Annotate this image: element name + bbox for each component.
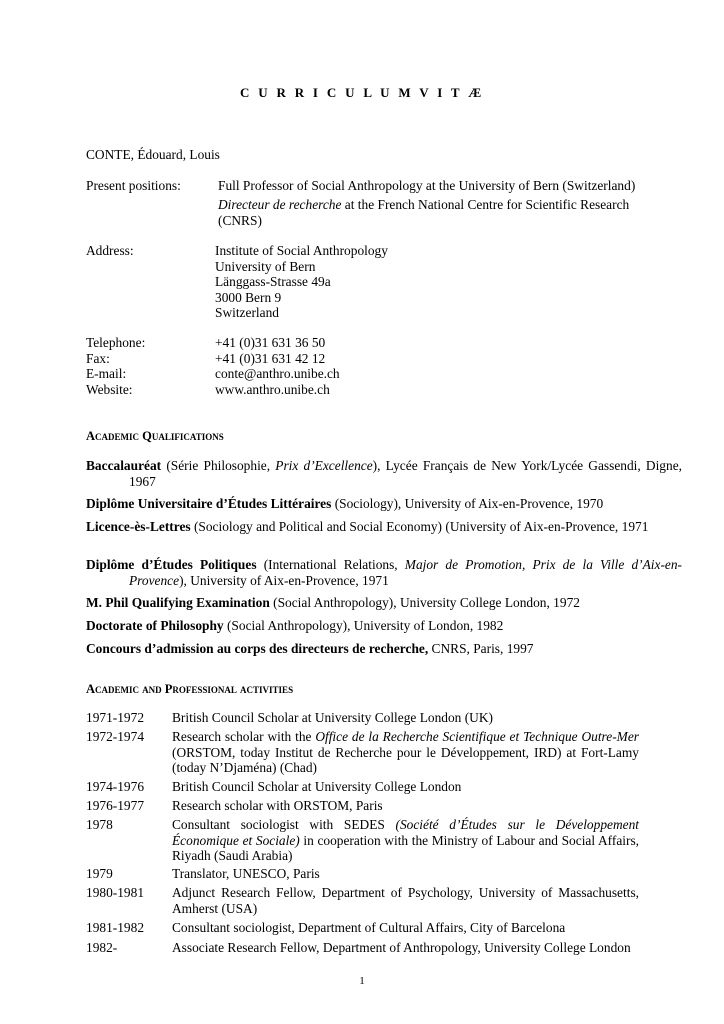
- qualification-title: Diplôme Universitaire d’Études Littéraires: [86, 496, 332, 511]
- position-line-2-rest: at the French National Centre for Scientific Research (CNRS): [218, 197, 630, 228]
- qualification-item: [86, 618, 682, 634]
- position-line-1: Full Professor of Social Anthropology at the University of Bern (Switzerland): [218, 178, 636, 193]
- address-line: Switzerland: [215, 305, 279, 320]
- qualification-item: [86, 519, 682, 535]
- activity-description: Translator, UNESCO, Paris: [172, 866, 320, 881]
- address-line: Länggass-Strasse 49a: [215, 274, 331, 289]
- qualification-item: [86, 496, 682, 512]
- qualification-italic: Major de Promotion, Prix de la Ville d’Aix-en-Provence: [129, 557, 683, 588]
- address-block: [215, 243, 645, 321]
- activity-year: 1980-1981: [86, 885, 145, 900]
- activity-year: 1974-1976: [86, 779, 145, 794]
- activity-description: British Council Scholar at University College London (UK): [172, 710, 493, 725]
- present-positions-label: Present positions:: [86, 178, 181, 193]
- activity-year: 1972-1974: [86, 729, 145, 744]
- qualification-item: [86, 458, 682, 489]
- activity-text: Consultant sociologist with SEDES: [172, 817, 396, 832]
- activity-description: Adjunct Research Fellow, Department of Psychology, University of Massachusetts, Amherst (USA): [172, 885, 639, 916]
- activity-text: in cooperation with the Ministry of Labour and Social Affairs, Riyadh (Saudi Arabia): [172, 832, 640, 863]
- document-title: C U R R I C U L U M V I T Æ: [239, 85, 485, 100]
- qualification-text: (Sociology), University of Aix-en-Provence, 1970: [331, 496, 604, 511]
- fax-value: +41 (0)31 631 42 12: [215, 350, 326, 366]
- position-line-2: [218, 197, 643, 228]
- page-number: 1: [359, 975, 365, 987]
- activity-year: 1982-: [86, 940, 118, 955]
- qualification-title: Diplôme d’Études Politiques: [86, 557, 257, 572]
- website-link[interactable]: www.anthro.unibe.ch: [215, 381, 330, 397]
- qualification-title: Concours d’admission au corps des directeurs de recherche,: [86, 641, 429, 656]
- activity-year: 1978: [86, 817, 113, 832]
- qualification-title: Doctorate of Philosophy: [86, 618, 224, 633]
- address-line: University of Bern: [215, 258, 316, 274]
- activity-text: Research scholar with the: [172, 729, 316, 744]
- email-link[interactable]: conte@anthro.unibe.ch: [215, 366, 340, 381]
- activity-text: (ORSTOM, today Institut de Recherche pour le Développement, IRD) at Fort-Lamy (today N’Djaména) (Chad): [172, 744, 639, 775]
- qualification-text: ), University of Aix-en-Provence, 1971: [179, 572, 389, 588]
- qualification-text: CNRS, Paris, 1997: [428, 641, 534, 656]
- qualification-text: ), Lycée Français de New York/Lycée Gassendi, Digne, 1967: [129, 458, 682, 489]
- qualification-text: (International Relations,: [256, 557, 405, 572]
- telephone-value: +41 (0)31 631 36 50: [215, 335, 326, 350]
- fax-label: Fax:: [86, 350, 110, 366]
- activity-year: 1976-1977: [86, 798, 145, 813]
- position-title-italic: Directeur de recherche: [218, 197, 342, 212]
- activity-description: Research scholar with ORSTOM, Paris: [172, 798, 383, 813]
- qualification-text: (Social Anthropology), University of London, 1982: [223, 618, 504, 633]
- activity-description: Associate Research Fellow, Department of Anthropology, University College London: [172, 940, 631, 955]
- activity-year: 1971-1972: [86, 710, 145, 725]
- qualification-text: (Série Philosophie,: [161, 458, 276, 473]
- activity-italic: Office de la Recherche Scientifique et Technique Outre-Mer: [315, 729, 639, 744]
- person-name: CONTE, Édouard, Louis: [86, 147, 220, 162]
- qualification-item: [86, 595, 682, 611]
- activity-year: 1981-1982: [86, 920, 145, 935]
- address-line: Institute of Social Anthropology: [215, 243, 388, 258]
- qualification-text: (Social Anthropology), University College London, 1972: [269, 595, 580, 610]
- activity-year: 1979: [86, 866, 113, 881]
- activity-italic: (Société d’Études sur le Développement Économique et Sociale): [172, 817, 639, 848]
- activity-description: British Council Scholar at University College London: [172, 779, 462, 794]
- contact-labels: [86, 335, 145, 397]
- telephone-label: Telephone:: [86, 335, 146, 350]
- qualification-title: M. Phil Qualifying Examination: [86, 595, 270, 610]
- activity-description: Consultant sociologist, Department of Cultural Affairs, City of Barcelona: [172, 920, 566, 935]
- address-label: Address:: [86, 243, 134, 258]
- section-heading-activities: Academic and Professional activities: [86, 682, 294, 696]
- activity-description: [172, 729, 639, 776]
- activity-description: [172, 817, 639, 864]
- qualification-title: Baccalauréat: [86, 458, 162, 473]
- qualification-italic: Prix d’Excellence: [275, 458, 373, 473]
- qualification-title: Licence-ès-Lettres: [86, 519, 191, 534]
- address-line: 3000 Bern 9: [215, 289, 282, 305]
- qualification-text: (Sociology and Political and Social Economy) (University of Aix-en-Provence, 1971: [190, 519, 649, 534]
- email-label: E-mail:: [86, 366, 127, 381]
- qualification-item: [86, 557, 682, 588]
- website-label: Website:: [86, 381, 133, 397]
- qualification-item: [86, 641, 682, 657]
- contact-values: [215, 335, 645, 397]
- section-heading-qualifications: Academic Qualifications: [86, 429, 224, 443]
